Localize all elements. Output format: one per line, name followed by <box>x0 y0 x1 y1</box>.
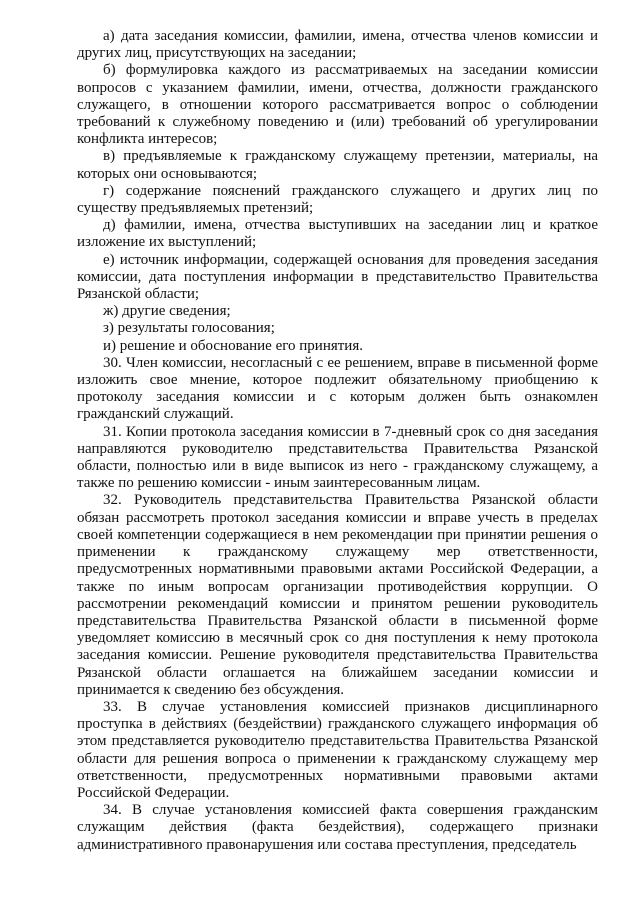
clause-33-paragraph: 33. В случае установления комиссией признаков дисциплинарного проступка в действиях (бездействии) гражданского служащего информация об этом представляется руководителю представительства Правительства Рязанской области для решения вопроса о применении к гражданскому служащему мер ответственности, предусмотренных нормативными правовыми актами Российской Федерации. <box>77 698 598 801</box>
item-i-paragraph: и) решение и обоснование его принятия. <box>103 337 363 354</box>
item-e-paragraph: е) источник информации, содержащей основания для проведения заседания комиссии, дата поступления информации в представительство Правительства Рязанской области; <box>77 251 598 303</box>
clause-30-paragraph: 30. Член комиссии, несогласный с ее решением, вправе в письменной форме изложить свое мнение, которое подлежит обязательному приобщению к протоколу заседания комиссии и с которым должен быть ознакомлен гражданский служащий. <box>77 354 598 423</box>
item-b-paragraph: б) формулировка каждого из рассматриваемых на заседании комиссии вопросов с указанием фамилии, имени, отчества, должности гражданского служащего, в отношении которого рассматривается вопрос о соблюдении требований к служебному поведению и (или) требований об урегулировании конфликта интересов; <box>77 62 598 148</box>
item-v-paragraph: в) предъявляемые к гражданскому служащему претензии, материалы, на которых они основываются; <box>77 148 598 182</box>
clause-34-paragraph: 34. В случае установления комиссией факта совершения гражданским служащим действия (факта бездействия), содержащего признаки административного правонарушения или состава преступления, председатель <box>77 802 598 853</box>
item-z-paragraph: з) результаты голосования; <box>103 320 275 337</box>
item-d-paragraph: д) фамилии, имена, отчества выступивших на заседании лиц и краткое изложение их выступлений; <box>77 217 598 251</box>
clause-31-paragraph: 31. Копии протокола заседания комиссии в 7-дневный срок со дня заседания направляются руководителю представительства Правительства Рязанской области, полностью или в виде выписок из него - гражданскому служащему, а также по решению комиссии - иным заинтересованным лицам. <box>77 423 598 492</box>
clause-32-paragraph: 32. Руководитель представительства Правительства Рязанской области обязан рассмотреть протокол заседания комиссии и вправе учесть в пределах своей компетенции содержащиеся в нем рекомендации при принятии решения о применении к гражданскому служащему мер ответственности, предусмотренных нормативными правовыми актами Российской Федерации, а также по иным вопросам организации противодействия коррупции. О рассмотрении рекомендаций комиссии и принятом решении руководитель представительства Правительства Рязанской области в письменной форме уведомляет комиссию в месячный срок со дня поступления к нему протокола заседания комиссии. Решение руководителя представительства Правительства Рязанской области оглашается на ближайшем заседании комиссии и принимается к сведению без обсуждения. <box>77 492 598 698</box>
item-g-paragraph: г) содержание пояснений гражданского служащего и других лиц по существу предъявляемых претензий; <box>77 182 598 217</box>
item-zh-paragraph: ж) другие сведения; <box>103 303 231 320</box>
item-a-paragraph: а) дата заседания комиссии, фамилии, имена, отчества членов комиссии и других лиц, присутствующих на заседании; <box>77 28 598 62</box>
